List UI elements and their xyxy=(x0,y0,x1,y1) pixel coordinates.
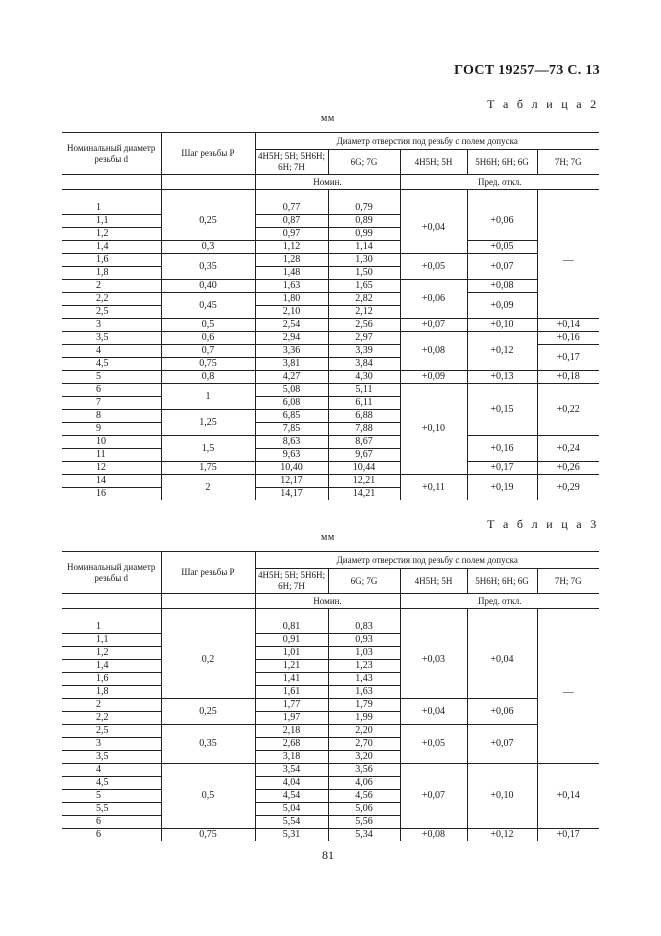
nominal-diameter: 2,5 xyxy=(62,306,161,319)
deviation: +0,26 xyxy=(537,462,599,475)
nominal-diameter: 1,4 xyxy=(62,241,161,254)
nominal-diameter: 8 xyxy=(62,410,161,423)
nom-value: 2,82 xyxy=(328,293,400,306)
deviation: +0,14 xyxy=(537,764,599,829)
nominal-diameter: 5 xyxy=(62,371,161,384)
header-tol-1: 4H5H; 5H; 5H6H; 6H; 7H xyxy=(255,150,328,175)
nominal-diameter: 1,4 xyxy=(62,660,161,673)
pitch: 0,25 xyxy=(161,202,255,241)
nom-value: 0,79 xyxy=(328,202,400,215)
nom-value: 2,56 xyxy=(328,319,400,332)
nominal-diameter: 5 xyxy=(62,790,161,803)
nom-value: 9,67 xyxy=(328,449,400,462)
header-tol-4: 5H6H; 6H; 6G xyxy=(467,569,537,594)
deviation: +0,08 xyxy=(400,829,467,842)
pitch: 0,35 xyxy=(161,725,255,764)
deviation: +0,05 xyxy=(467,241,537,254)
deviation: +0,11 xyxy=(400,475,467,501)
deviation: +0,15 xyxy=(467,384,537,436)
nominal-diameter: 1,1 xyxy=(62,215,161,228)
nom-value: 0,89 xyxy=(328,215,400,228)
nom-value: 14,17 xyxy=(255,488,328,501)
nom-value: 2,20 xyxy=(328,725,400,738)
dash: — xyxy=(537,621,599,764)
header-group: Диаметр отверстия под резьбу с полем допуска xyxy=(255,552,599,569)
pitch: 0,8 xyxy=(161,371,255,384)
nom-value: 0,99 xyxy=(328,228,400,241)
page-header: ГОСТ 19257—73 С. 13 xyxy=(454,63,600,78)
deviation: +0,04 xyxy=(400,202,467,254)
nom-value: 1,23 xyxy=(328,660,400,673)
nominal-diameter: 1,2 xyxy=(62,647,161,660)
pitch: 0,3 xyxy=(161,241,255,254)
deviation: +0,24 xyxy=(537,436,599,462)
nom-value: 14,21 xyxy=(328,488,400,501)
deviation: +0,17 xyxy=(537,345,599,371)
header-dev: Пред. откл. xyxy=(400,175,599,190)
nominal-diameter: 4 xyxy=(62,345,161,358)
pitch: 1,5 xyxy=(161,436,255,462)
table-2 xyxy=(62,132,599,500)
table-3 xyxy=(62,551,599,841)
deviation: +0,09 xyxy=(400,371,467,384)
nominal-diameter: 11 xyxy=(62,449,161,462)
nom-value: 4,27 xyxy=(255,371,328,384)
nom-value: 1,43 xyxy=(328,673,400,686)
nominal-diameter: 2,2 xyxy=(62,712,161,725)
nom-value: 1,65 xyxy=(328,280,400,293)
nominal-diameter: 1,1 xyxy=(62,634,161,647)
nom-value: 12,21 xyxy=(328,475,400,488)
nom-value: 0,93 xyxy=(328,634,400,647)
nom-value: 0,91 xyxy=(255,634,328,647)
pitch: 0,40 xyxy=(161,280,255,293)
table2-unit: мм xyxy=(321,113,335,124)
nominal-diameter: 9 xyxy=(62,423,161,436)
nominal-diameter: 4,5 xyxy=(62,358,161,371)
nom-value: 7,88 xyxy=(328,423,400,436)
nom-value: 2,68 xyxy=(255,738,328,751)
pitch: 0,6 xyxy=(161,332,255,345)
deviation: +0,12 xyxy=(467,829,537,842)
header-nom: Номин. xyxy=(255,594,400,609)
nom-value: 10,40 xyxy=(255,462,328,475)
nom-value: 1,30 xyxy=(328,254,400,267)
deviation: +0,06 xyxy=(467,699,537,725)
nom-value: 1,01 xyxy=(255,647,328,660)
header-nom: Номин. xyxy=(255,175,400,190)
pitch: 0,5 xyxy=(161,319,255,332)
nominal-diameter: 1,8 xyxy=(62,686,161,699)
nom-value: 12,17 xyxy=(255,475,328,488)
deviation: +0,19 xyxy=(467,475,537,501)
nom-value: 2,18 xyxy=(255,725,328,738)
nom-value: 5,31 xyxy=(255,829,328,842)
nom-value: 1,03 xyxy=(328,647,400,660)
deviation: +0,07 xyxy=(400,319,467,332)
deviation: +0,03 xyxy=(400,621,467,699)
nom-value: 6,85 xyxy=(255,410,328,423)
nominal-diameter: 2 xyxy=(62,280,161,293)
header-tol-1: 4H5H; 5H; 5H6H; 6H; 7H xyxy=(255,569,328,594)
deviation: +0,07 xyxy=(400,764,467,829)
nom-value: 1,99 xyxy=(328,712,400,725)
header-tol-3: 4H5H; 5H xyxy=(400,150,467,175)
nom-value: 3,20 xyxy=(328,751,400,764)
deviation: +0,07 xyxy=(467,254,537,280)
nominal-diameter: 4 xyxy=(62,764,161,777)
deviation: +0,10 xyxy=(400,384,467,475)
nominal-diameter: 2,5 xyxy=(62,725,161,738)
deviation: +0,08 xyxy=(467,280,537,293)
nom-value: 1,48 xyxy=(255,267,328,280)
nominal-diameter: 16 xyxy=(96,488,106,499)
header-nominal: Номинальный диаметр резьбы d xyxy=(62,552,161,594)
nominal-diameter: 6 xyxy=(62,384,161,397)
header-nominal: Номинальный диаметр резьбы d xyxy=(62,133,161,175)
nom-value: 4,30 xyxy=(328,371,400,384)
nom-value: 1,21 xyxy=(255,660,328,673)
deviation: +0,18 xyxy=(537,371,599,384)
nom-value: 3,36 xyxy=(255,345,328,358)
header-tol-2: 6G; 7G xyxy=(328,569,400,594)
nom-value: 1,28 xyxy=(255,254,328,267)
nominal-diameter: 3 xyxy=(62,738,161,751)
header-group: Диаметр отверстия под резьбу с полем допуска xyxy=(255,133,599,150)
nominal-diameter: 7 xyxy=(62,397,161,410)
nominal-diameter: 12 xyxy=(62,462,161,475)
deviation: +0,17 xyxy=(537,829,599,842)
nom-value: 4,54 xyxy=(255,790,328,803)
nom-value: 6,11 xyxy=(328,397,400,410)
nominal-diameter: 10 xyxy=(62,436,161,449)
nominal-diameter: 1,2 xyxy=(62,228,161,241)
nominal-diameter: 6 xyxy=(62,816,161,829)
deviation: +0,09 xyxy=(467,293,537,319)
nominal-diameter: 1,6 xyxy=(62,673,161,686)
deviation: +0,04 xyxy=(467,621,537,699)
pitch: 2 xyxy=(161,475,255,501)
nom-value: 0,87 xyxy=(255,215,328,228)
page-number: 81 xyxy=(322,848,334,862)
nominal-diameter: 6 xyxy=(96,829,101,840)
nom-value: 6,08 xyxy=(255,397,328,410)
nominal-diameter: 1,6 xyxy=(62,254,161,267)
nom-value: 0,81 xyxy=(255,621,328,634)
nom-value: 0,77 xyxy=(255,202,328,215)
nom-value: 3,18 xyxy=(255,751,328,764)
pitch: 0,75 xyxy=(161,358,255,371)
table3-caption: Т а б л и ц а 3 xyxy=(487,517,599,531)
nominal-diameter: 14 xyxy=(62,475,161,488)
nominal-diameter: 3 xyxy=(62,319,161,332)
nom-value: 3,39 xyxy=(328,345,400,358)
nom-value: 4,06 xyxy=(328,777,400,790)
pitch: 1,25 xyxy=(161,410,255,436)
nominal-diameter: 4,5 xyxy=(62,777,161,790)
nom-value: 2,10 xyxy=(255,306,328,319)
nom-value: 9,63 xyxy=(255,449,328,462)
deviation: +0,10 xyxy=(467,319,537,332)
nom-value: 0,83 xyxy=(328,621,400,634)
nom-value: 2,94 xyxy=(255,332,328,345)
deviation: +0,06 xyxy=(400,280,467,319)
nom-value: 3,54 xyxy=(255,764,328,777)
nom-value: 3,84 xyxy=(328,358,400,371)
pitch: 0,25 xyxy=(161,699,255,725)
nom-value: 2,54 xyxy=(255,319,328,332)
nom-value: 1,77 xyxy=(255,699,328,712)
nom-value: 4,56 xyxy=(328,790,400,803)
deviation: +0,17 xyxy=(467,462,537,475)
deviation: +0,08 xyxy=(400,332,467,371)
nominal-diameter: 1 xyxy=(62,621,161,634)
nom-value: 2,12 xyxy=(328,306,400,319)
header-dev: Пред. откл. xyxy=(400,594,599,609)
nominal-diameter: 1,8 xyxy=(62,267,161,280)
pitch: 1,75 xyxy=(161,462,255,475)
pitch: 0,7 xyxy=(161,345,255,358)
nom-value: 1,14 xyxy=(328,241,400,254)
nom-value: 3,81 xyxy=(255,358,328,371)
nom-value: 1,63 xyxy=(328,686,400,699)
deviation: +0,14 xyxy=(537,319,599,332)
nom-value: 0,97 xyxy=(255,228,328,241)
nom-value: 1,79 xyxy=(328,699,400,712)
header-tol-5: 7H; 7G xyxy=(537,569,599,594)
nom-value: 2,70 xyxy=(328,738,400,751)
nom-value: 8,63 xyxy=(255,436,328,449)
pitch: 0,2 xyxy=(161,621,255,699)
pitch: 0,35 xyxy=(161,254,255,280)
nominal-diameter: 2,2 xyxy=(62,293,161,306)
deviation: +0,29 xyxy=(537,475,599,501)
nom-value: 1,61 xyxy=(255,686,328,699)
nom-value: 4,04 xyxy=(255,777,328,790)
pitch: 0,5 xyxy=(161,764,255,829)
nominal-diameter: 5,5 xyxy=(62,803,161,816)
nom-value: 5,06 xyxy=(328,803,400,816)
nom-value: 1,63 xyxy=(255,280,328,293)
nom-value: 5,34 xyxy=(328,829,400,842)
pitch: 0,45 xyxy=(161,293,255,319)
nominal-diameter: 1 xyxy=(62,202,161,215)
nom-value: 6,88 xyxy=(328,410,400,423)
nominal-diameter: 3,5 xyxy=(62,332,161,345)
deviation: +0,07 xyxy=(467,725,537,764)
table2-caption: Т а б л и ц а 2 xyxy=(487,97,599,111)
nom-value: 1,41 xyxy=(255,673,328,686)
header-tol-2: 6G; 7G xyxy=(328,150,400,175)
header-tol-3: 4H5H; 5H xyxy=(400,569,467,594)
header-pitch: Шаг резьбы P xyxy=(161,133,255,175)
dash: — xyxy=(537,202,599,319)
header-pitch: Шаг резьбы P xyxy=(161,552,255,594)
nominal-diameter: 3,5 xyxy=(62,751,161,764)
deviation: +0,04 xyxy=(400,699,467,725)
nom-value: 5,56 xyxy=(328,816,400,829)
nom-value: 2,97 xyxy=(328,332,400,345)
table3-unit: мм xyxy=(321,532,335,543)
nom-value: 1,50 xyxy=(328,267,400,280)
nom-value: 7,85 xyxy=(255,423,328,436)
deviation: +0,16 xyxy=(467,436,537,462)
deviation: +0,05 xyxy=(400,254,467,280)
nom-value: 3,56 xyxy=(328,764,400,777)
deviation: +0,12 xyxy=(467,332,537,371)
nom-value: 1,80 xyxy=(255,293,328,306)
deviation: +0,05 xyxy=(400,725,467,764)
pitch: 1 xyxy=(161,384,255,410)
header-tol-5: 7H; 7G xyxy=(537,150,599,175)
deviation: +0,16 xyxy=(537,332,599,345)
header-tol-4: 5H6H; 6H; 6G xyxy=(467,150,537,175)
nominal-diameter: 2 xyxy=(62,699,161,712)
nom-value: 10,44 xyxy=(328,462,400,475)
deviation: +0,10 xyxy=(467,764,537,829)
nom-value: 8,67 xyxy=(328,436,400,449)
nom-value: 5,11 xyxy=(328,384,400,397)
nom-value: 1,12 xyxy=(255,241,328,254)
nom-value: 1,97 xyxy=(255,712,328,725)
pitch: 0,75 xyxy=(161,829,255,842)
deviation: +0,06 xyxy=(467,202,537,241)
nom-value: 5,08 xyxy=(255,384,328,397)
deviation: +0,22 xyxy=(537,384,599,436)
deviation: +0,13 xyxy=(467,371,537,384)
nom-value: 5,04 xyxy=(255,803,328,816)
nom-value: 5,54 xyxy=(255,816,328,829)
